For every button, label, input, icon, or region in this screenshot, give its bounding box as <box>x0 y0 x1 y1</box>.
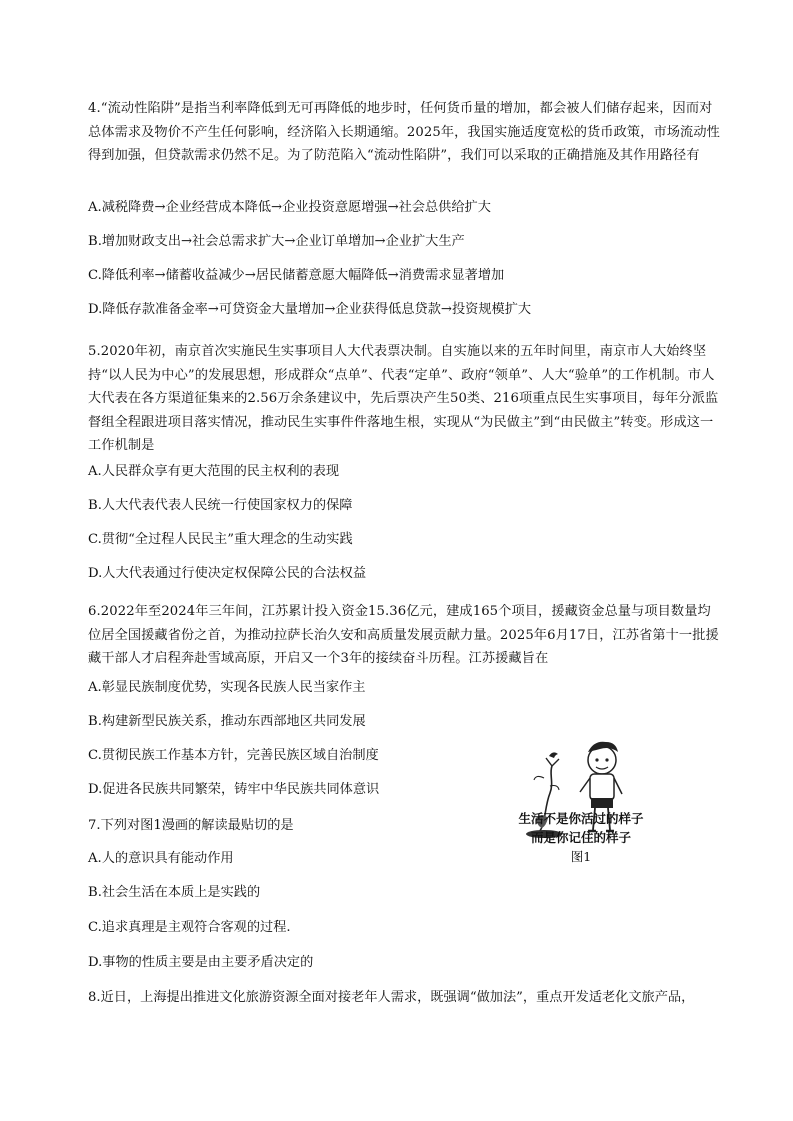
question-4-option-b: B.增加财政支出→社会总需求扩大→企业订单增加→企业扩大生产 <box>88 234 465 249</box>
question-4-option-d: D.降低存款准备金率→可贷资金大量增加→企业获得低息贷款→投资规模扩大 <box>88 302 532 317</box>
question-5-stem: 5.2020年初，南京首次实施民生实事项目人大代表票决制。自实施以来的五年时间里，南京市人大始终坚持“以人民为中心”的发展思想，形成群众“点单”、代表“定单”、政府“领单”、人大“验单”的工作机制。市人大代表在各方渠道征集来的2.56万余条建议中，先后票决产生50类、216项重点民生实事项目，每年分派监督组全程跟进项目落实情况，推动民生实事件件落地生根，实现从“为民做主”到“由民做主”转变。形成这一工作机制是 <box>88 344 719 453</box>
question-6-option-a: A.彰显民族制度优势，实现各民族人民当家作主 <box>88 680 366 695</box>
question-7-option-b: B.社会生活在本质上是实践的 <box>88 885 261 900</box>
question-6-option-b: B.构建新型民族关系，推动东西部地区共同发展 <box>88 714 366 729</box>
question-4-stem: 4.“流动性陷阱”是指当利率降低到无可再降低的地步时，任何货币量的增加，都会被人们储存起来，因而对总体需求及物价不产生任何影响，经济陷入长期通缩。2025年，我国实施适度宽松的货币政策，市场流动性得到加强，但贷款需求仍然不足。为了防范陷入“流动性陷阱”，我们可以采取的正确措施及其作用路径有 <box>88 101 720 163</box>
question-4-option-c: C.降低利率→储蓄收益减少→居民储蓄意愿大幅降低→消费需求显著增加 <box>88 268 505 283</box>
figure-caption-line-1: 生活不是你活过的样子 <box>518 811 644 826</box>
question-5-option-d: D.人大代表通过行使决定权保障公民的合法权益 <box>88 566 367 581</box>
question-7-option-c: C.追求真理是主观符合客观的过程. <box>88 920 291 935</box>
question-6-stem: 6.2022年至2024年三年间，江苏累计投入资金15.36亿元，建成165个项目，援藏资金总量与项目数量均位居全国援藏省份之首，为推动拉萨长治久安和高质量发展贡献力量。2025年6月17日，江苏省第十一批援藏干部人才启程奔赴雪域高原，开启又一个3年的接续奋斗历程。江苏援藏旨在 <box>88 604 719 666</box>
question-6-option-c: C.贯彻民族工作基本方针，完善民族区域自治制度 <box>88 748 379 763</box>
question-5-option-c: C.贯彻“全过程人民民主”重大理念的生动实践 <box>88 532 353 547</box>
figure-label: 图1 <box>570 849 592 864</box>
question-5-option-b: B.人大代表代表人民统一行使国家权力的保障 <box>88 498 353 513</box>
question-7-stem: 7.下列对图1漫画的解读最贴切的是 <box>88 818 294 833</box>
figure-caption-line-2: 而是你记住的样子 <box>530 830 631 845</box>
question-4-option-a: A.减税降费→企业经营成本降低→企业投资意愿增强→社会总供给扩大 <box>88 200 491 215</box>
question-7-option-d: D.事物的性质主要是由主要矛盾决定的 <box>88 955 314 970</box>
question-6-option-d: D.促进各民族共同繁荣，铸牢中华民族共同体意识 <box>88 782 380 797</box>
question-5-option-a: A.人民群众享有更大范围的民主权利的表现 <box>88 464 340 479</box>
question-7-option-a: A.人的意识具有能动作用 <box>88 851 234 866</box>
question-8-stem: 8.近日，上海提出推进文化旅游资源全面对接老年人需求，既强调“做加法”，重点开发适老化文旅产品， <box>88 990 695 1005</box>
